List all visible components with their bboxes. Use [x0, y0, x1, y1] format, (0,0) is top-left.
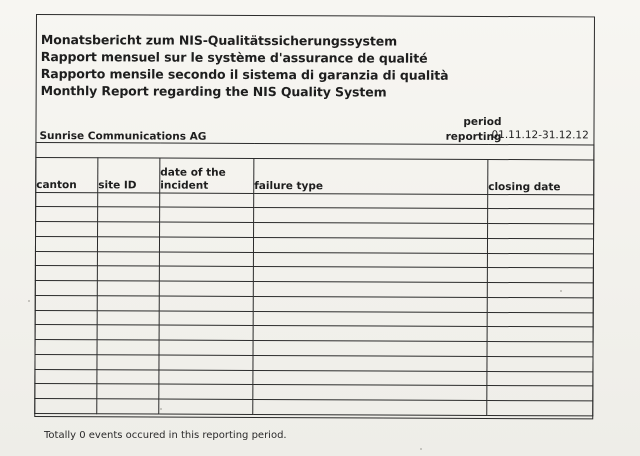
- table-cell: [35, 281, 97, 296]
- table-cell: [159, 399, 253, 414]
- table-cell: [159, 340, 253, 355]
- table-cell: [97, 340, 159, 355]
- table-cell: [253, 399, 487, 415]
- table-cell: [36, 207, 98, 222]
- title-italian: Rapporto mensile secondo il sistema di garanzia di qualità: [40, 66, 449, 83]
- table-cell: [253, 311, 487, 327]
- table-cell: [487, 386, 593, 401]
- table-cell: [253, 355, 487, 371]
- table-cell: [487, 371, 593, 386]
- table-cell: [97, 237, 159, 252]
- table-cell: [253, 237, 487, 253]
- table-cell: [98, 222, 160, 237]
- table-cell: [159, 311, 253, 326]
- table-cell: [35, 354, 97, 369]
- table-cell: [36, 222, 98, 237]
- table-cell: [487, 268, 593, 283]
- column-header-site-id: site ID: [98, 158, 160, 193]
- table-cell: [253, 340, 487, 356]
- table-cell: [35, 251, 97, 266]
- table-cell: [487, 238, 593, 253]
- table-cell: [97, 251, 159, 266]
- table-cell: [253, 326, 487, 342]
- table-cell: [35, 340, 97, 355]
- table-cell: [487, 356, 593, 371]
- table-cell: [159, 296, 253, 311]
- table-cell: [253, 267, 487, 283]
- column-header-canton: canton: [36, 157, 98, 192]
- table-cell: [35, 295, 97, 310]
- table-cell: [35, 399, 97, 414]
- table-cell: [487, 253, 593, 268]
- table-cell: [159, 355, 253, 370]
- table-cell: [487, 283, 593, 298]
- table-body: [35, 192, 594, 416]
- table-cell: [97, 325, 159, 340]
- table-cell: [159, 266, 253, 281]
- table-cell: [487, 327, 593, 342]
- table-row: [35, 399, 593, 416]
- period-label-line1: period: [463, 115, 502, 129]
- table-cell: [159, 252, 253, 267]
- period-value: 01.11.12-31.12.12: [491, 128, 589, 142]
- table-cell: [254, 222, 488, 238]
- table-cell: [253, 370, 487, 386]
- table-cell: [35, 384, 97, 399]
- report-frame: [34, 14, 595, 419]
- table-cell: [97, 281, 159, 296]
- table-cell: [159, 281, 253, 296]
- column-header-incident-date: date of the incident: [160, 158, 254, 193]
- table-cell: [488, 209, 594, 224]
- table-cell: [98, 192, 160, 207]
- column-header-failure-type: failure type: [254, 158, 488, 194]
- title-french: Rapport mensuel sur le système d'assurance de qualité: [40, 49, 428, 66]
- table-cell: [97, 369, 159, 384]
- table-cell: [97, 266, 159, 281]
- column-header-closing-date: closing date: [488, 159, 594, 194]
- table-cell: [97, 310, 159, 325]
- table-cell: [487, 312, 593, 327]
- table-cell: [97, 296, 159, 311]
- table-cell: [160, 207, 254, 222]
- table-cell: [97, 384, 159, 399]
- table-cell: [36, 192, 98, 207]
- table-cell: [35, 310, 97, 325]
- table-cell: [253, 252, 487, 268]
- period-label: [421, 115, 501, 145]
- title-english: Monthly Report regarding the NIS Quality System: [40, 83, 387, 100]
- table-cell: [97, 355, 159, 370]
- table-cell: [159, 325, 253, 340]
- table-cell: [98, 207, 160, 222]
- table-cell: [254, 193, 488, 209]
- table-cell: [488, 194, 594, 209]
- table-cell: [487, 297, 593, 312]
- table-cell: [160, 222, 254, 237]
- table-cell: [254, 208, 488, 224]
- period-label-line2: reporting: [445, 130, 502, 144]
- table-cell: [487, 401, 593, 416]
- table-cell: [253, 281, 487, 297]
- title-german: Monatsbericht zum NIS-Qualitätssicherungssystem: [40, 32, 398, 49]
- table-cell: [160, 193, 254, 208]
- table-header-row: [36, 157, 594, 194]
- report-titles: [41, 31, 449, 101]
- table-cell: [35, 369, 97, 384]
- table-cell: [35, 266, 97, 281]
- table-cell: [97, 399, 159, 414]
- table-cell: [253, 385, 487, 401]
- table-cell: [159, 237, 253, 252]
- company-name: Sunrise Communications AG: [39, 130, 207, 143]
- table-cell: [35, 236, 97, 251]
- table-cell: [159, 370, 253, 385]
- table-cell: [253, 296, 487, 312]
- table-cell: [488, 224, 594, 239]
- event-summary: Totally 0 events occured in this reporting period.: [44, 430, 287, 441]
- incident-table: [34, 142, 594, 416]
- table-cell: [487, 342, 593, 357]
- table-cell: [159, 384, 253, 399]
- table-cell: [35, 325, 97, 340]
